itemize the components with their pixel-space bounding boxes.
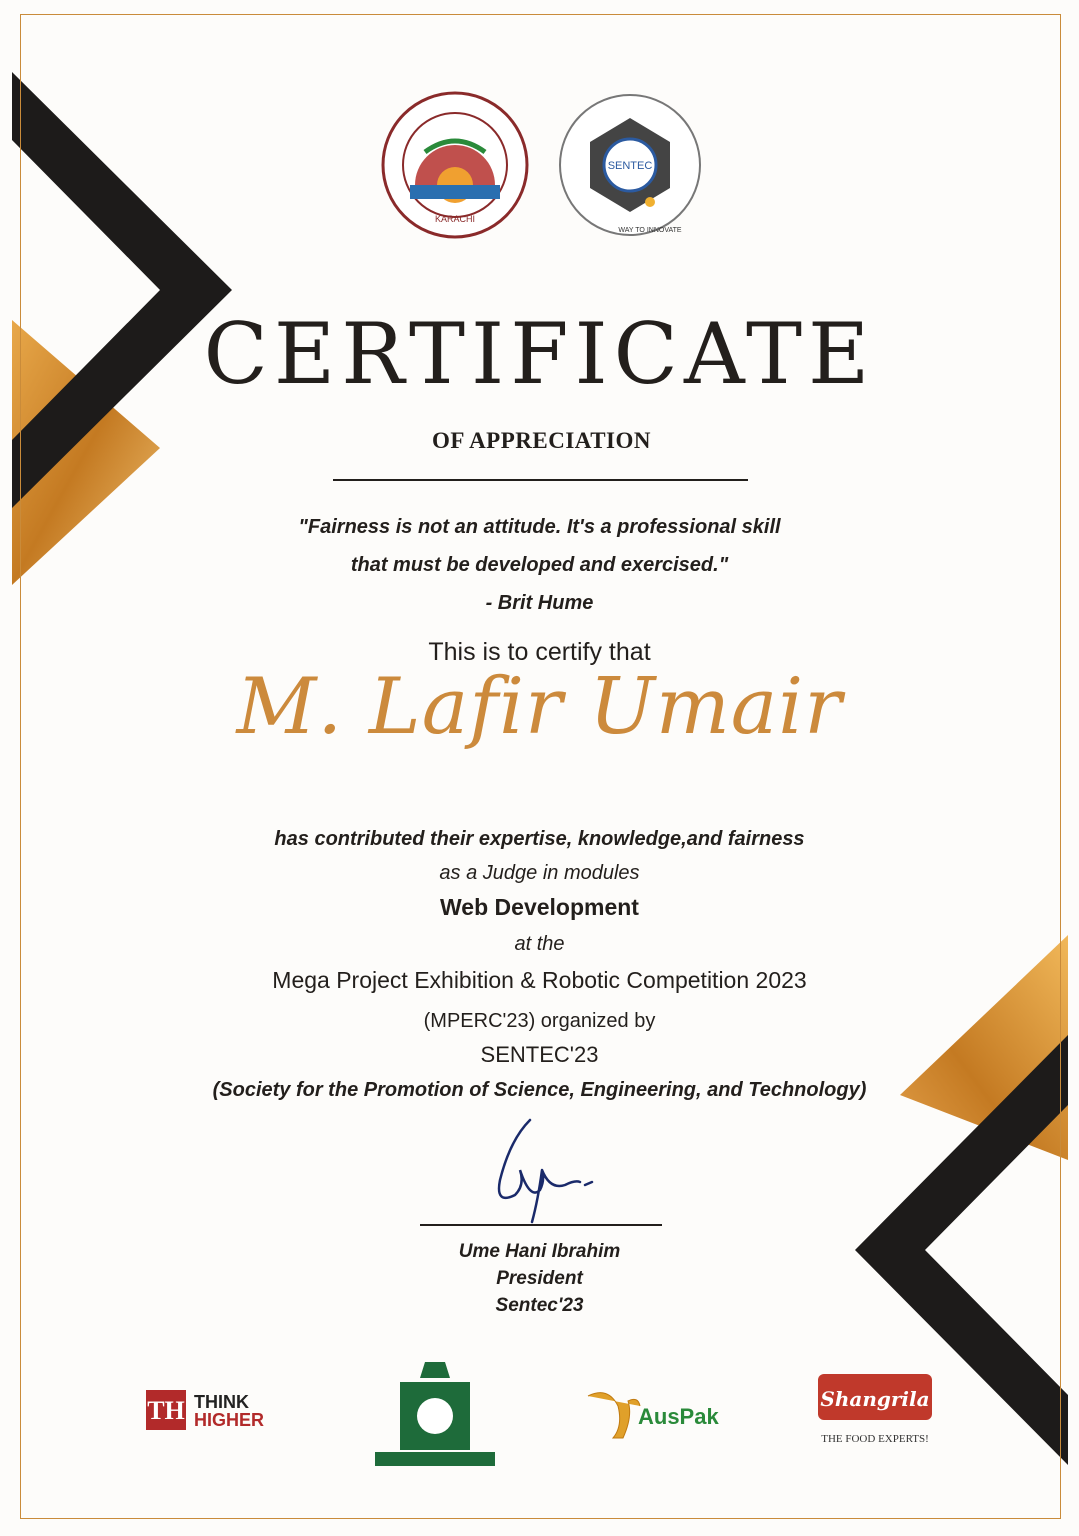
quote <box>0 508 1079 622</box>
organizer-name: SENTEC'23 <box>480 1042 599 1067</box>
shangrila-logo <box>812 1370 938 1454</box>
sentec-logo <box>560 95 700 235</box>
header-logos <box>380 90 710 250</box>
svg-text:THINK: THINK <box>194 1392 249 1412</box>
body-line-3: at the <box>514 933 565 955</box>
svg-text:KARACHI: KARACHI <box>434 214 476 224</box>
svg-text:THE FOOD EXPERTS!: THE FOOD EXPERTS! <box>821 1433 929 1445</box>
title-divider <box>333 479 748 481</box>
quote-line-2: that must be developed and exercised." <box>350 554 729 576</box>
signature-line <box>420 1224 662 1226</box>
quote-author: - Brit Hume <box>485 592 594 614</box>
signatory-org: Sentec'23 <box>495 1295 584 1316</box>
svg-text:AusPak: AusPak <box>638 1404 719 1429</box>
body-line-2: as a Judge in modules <box>439 862 640 884</box>
svg-text:SENTEC: SENTEC <box>607 160 653 172</box>
event-name: Mega Project Exhibition & Robotic Competition 2023 <box>272 967 807 993</box>
certificate-subtitle: OF APPRECIATION <box>432 428 651 453</box>
signature <box>470 1110 610 1225</box>
svg-text:WAY TO INNOVATE: WAY TO INNOVATE <box>618 227 682 234</box>
body-line-4: (MPERC'23) organized by <box>423 1010 656 1032</box>
think-higher-logo <box>144 1386 294 1446</box>
quote-line-1: "Fairness is not an attitude. It's a professional skill <box>298 516 781 538</box>
signatory-role: President <box>496 1268 583 1289</box>
certificate-title: CERTIFICATE <box>203 305 876 403</box>
svg-text:Shangrila: Shangrila <box>820 1387 930 1411</box>
svg-text:HIGHER: HIGHER <box>194 1410 265 1430</box>
module-name: Web Development <box>440 894 639 920</box>
ned-university-logo <box>383 93 527 237</box>
body-line-1: has contributed their expertise, knowledge,and fairness <box>274 828 805 850</box>
svg-text:TH: TH <box>147 1396 185 1425</box>
auspak-logo <box>578 1376 728 1458</box>
certify-text: This is to certify that <box>428 638 651 666</box>
habib-metropolitan-bank-logo <box>370 1360 500 1470</box>
signatory-name: Ume Hani Ibrahim <box>458 1241 621 1262</box>
society-name: (Society for the Promotion of Science, Engineering, and Technology) <box>212 1079 867 1101</box>
recipient-name: M. Lafir Umair <box>236 662 843 752</box>
